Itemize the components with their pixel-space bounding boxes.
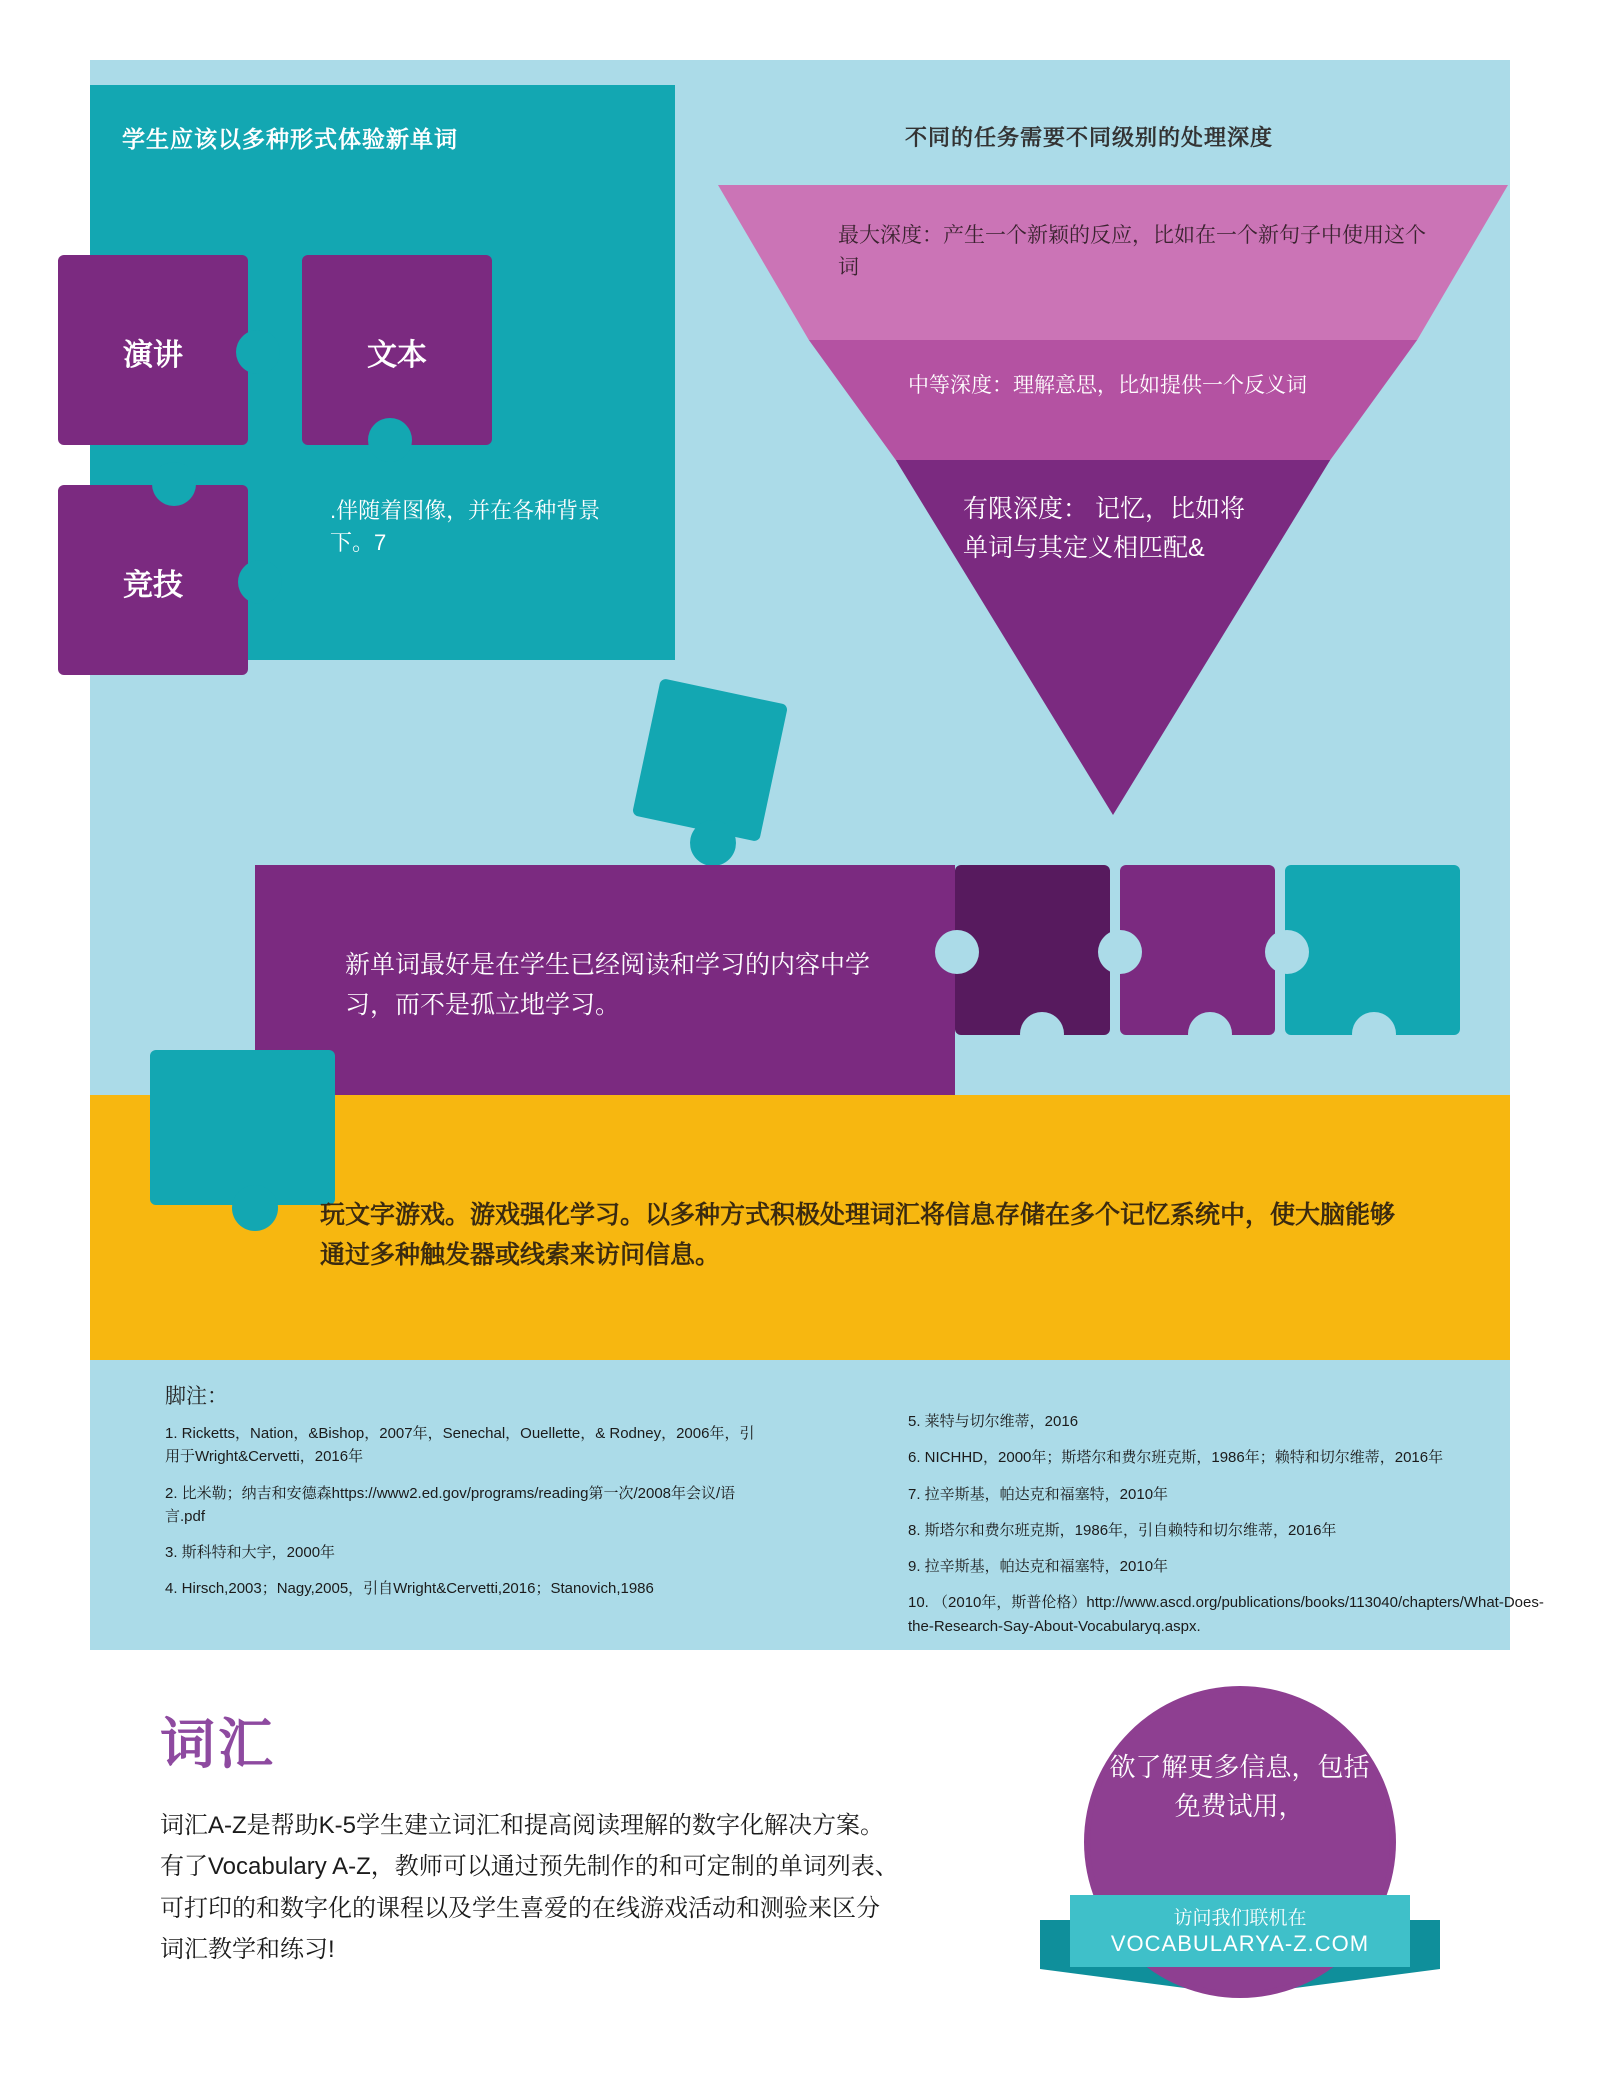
brand-description: 词汇A-Z是帮助K-5学生建立词汇和提高阅读理解的数字化解决方案。有了Vocabulary A-Z，教师可以通过预先制作的和可定制的单词列表、可打印的和数字化的课程以及学生喜爱的在线游戏活动和测验来区分词汇教学和练习! bbox=[160, 1812, 899, 1963]
cta-badge[interactable] bbox=[1040, 1700, 1440, 2030]
badge-url-ribbon[interactable] bbox=[1070, 1895, 1410, 1967]
experience-words-title: 学生应该以多种形式体验新单词 bbox=[122, 126, 458, 152]
puzzle-piece-game-label: 竞技 bbox=[123, 569, 183, 602]
puzzle-piece-game bbox=[58, 485, 248, 675]
badge-ribbon-line2: VOCABULARYA-Z.COM bbox=[1110, 1931, 1370, 1956]
context-learning-text: 新单词最好是在学生已经阅读和学习的内容中学习，而不是孤立地学习。 bbox=[345, 951, 871, 1019]
footnotes-panel bbox=[90, 1360, 1544, 1650]
experience-words-caption: .伴随着图像，并在各种背景下。7 bbox=[330, 498, 601, 555]
context-learning-panel bbox=[255, 865, 955, 1130]
funnel-label-limited: 有限深度： 记忆，比如将单词与其定义相匹配& bbox=[963, 495, 1245, 562]
puzzle-knob-icon bbox=[232, 1185, 278, 1231]
word-games-text: 玩文字游戏。游戏强化学习。以多种方式积极处理词汇将信息存储在多个记忆系统中，使大脑能够通过多种触发器或线索来访问信息。 bbox=[320, 1201, 1396, 1269]
funnel-label-deepest: 最大深度：产生一个新颖的反应，比如在一个新句子中使用这个词 bbox=[838, 224, 1426, 279]
puzzle-knob-icon bbox=[238, 560, 282, 604]
funnel-title: 不同的任务需要不同级别的处理深度 bbox=[905, 125, 1274, 150]
puzzle-piece-text bbox=[302, 255, 492, 445]
processing-depth-funnel bbox=[718, 185, 1508, 825]
puzzle-piece-speech-label: 演讲 bbox=[123, 339, 183, 372]
puzzle-piece-speech bbox=[58, 255, 248, 445]
puzzle-piece-teal-lower bbox=[150, 1050, 335, 1205]
footnote-item: 1. Ricketts，Nation，&Bishop，2007年，Senechal，Ouellette，& Rodney，2006年，引用于Wright&Cervetti，2016年 bbox=[165, 1425, 755, 1466]
footnote-item: 4. Hirsch,2003；Nagy,2005，引自Wright&Cervetti,2016；Stanovich,1986 bbox=[165, 1580, 654, 1598]
footnote-item: 9. 拉辛斯基，帕达克和福塞特，2010年 bbox=[908, 1558, 1169, 1575]
badge-ribbon-line1: 访问我们联机在 bbox=[1173, 1908, 1307, 1929]
puzzle-knob-icon bbox=[935, 930, 979, 974]
puzzle-knob-icon bbox=[368, 418, 412, 462]
puzzle-piece-purple bbox=[1120, 865, 1275, 1035]
puzzle-knob-icon bbox=[1188, 1012, 1232, 1056]
puzzle-knob-icon bbox=[1020, 1012, 1064, 1056]
footnote-item: 3. 斯科特和大宇，2000年 bbox=[165, 1544, 336, 1561]
footnote-item: 8. 斯塔尔和费尔班克斯，1986年，引自赖特和切尔维蒂，2016年 bbox=[908, 1521, 1337, 1539]
puzzle-knob-icon bbox=[236, 330, 280, 374]
puzzle-knob-icon bbox=[152, 462, 196, 506]
puzzle-piece-text-label: 文本 bbox=[367, 339, 427, 372]
puzzle-piece-teal bbox=[1285, 865, 1460, 1035]
puzzle-knob-icon bbox=[1098, 930, 1142, 974]
footnote-item: 5. 莱特与切尔维蒂，2016 bbox=[908, 1413, 1079, 1430]
footnotes-title: 脚注： bbox=[165, 1385, 228, 1408]
puzzle-knob-icon bbox=[1265, 930, 1309, 974]
footnotes-column-left bbox=[165, 1422, 765, 1614]
footnote-item: 10. （2010年，斯普伦格）http://www.ascd.org/publications/books/113040/chapters/What-Does-the-Research-Say-About-Vocabularyq.aspx. bbox=[908, 1594, 1544, 1635]
footnote-item: 2. 比米勒；纳吉和安德森https://www2.ed.gov/programs/reading第一次/2008年会议/语言.pdf bbox=[165, 1484, 736, 1525]
badge-message: 欲了解更多信息，包括免费试用， bbox=[1109, 1752, 1370, 1821]
footnote-item: 7. 拉辛斯基，帕达克和福塞特，2010年 bbox=[908, 1485, 1169, 1503]
puzzle-knob-icon bbox=[1352, 1012, 1396, 1056]
footnote-item: 6. NICHHD，2000年；斯塔尔和费尔班克斯，1986年；赖特和切尔维蒂，2016年 bbox=[908, 1449, 1444, 1467]
page-title: 词汇 bbox=[160, 1713, 277, 1775]
funnel-label-medium: 中等深度：理解意思，比如提供一个反义词 bbox=[908, 374, 1307, 397]
footnotes-column-right bbox=[908, 1410, 1548, 1651]
